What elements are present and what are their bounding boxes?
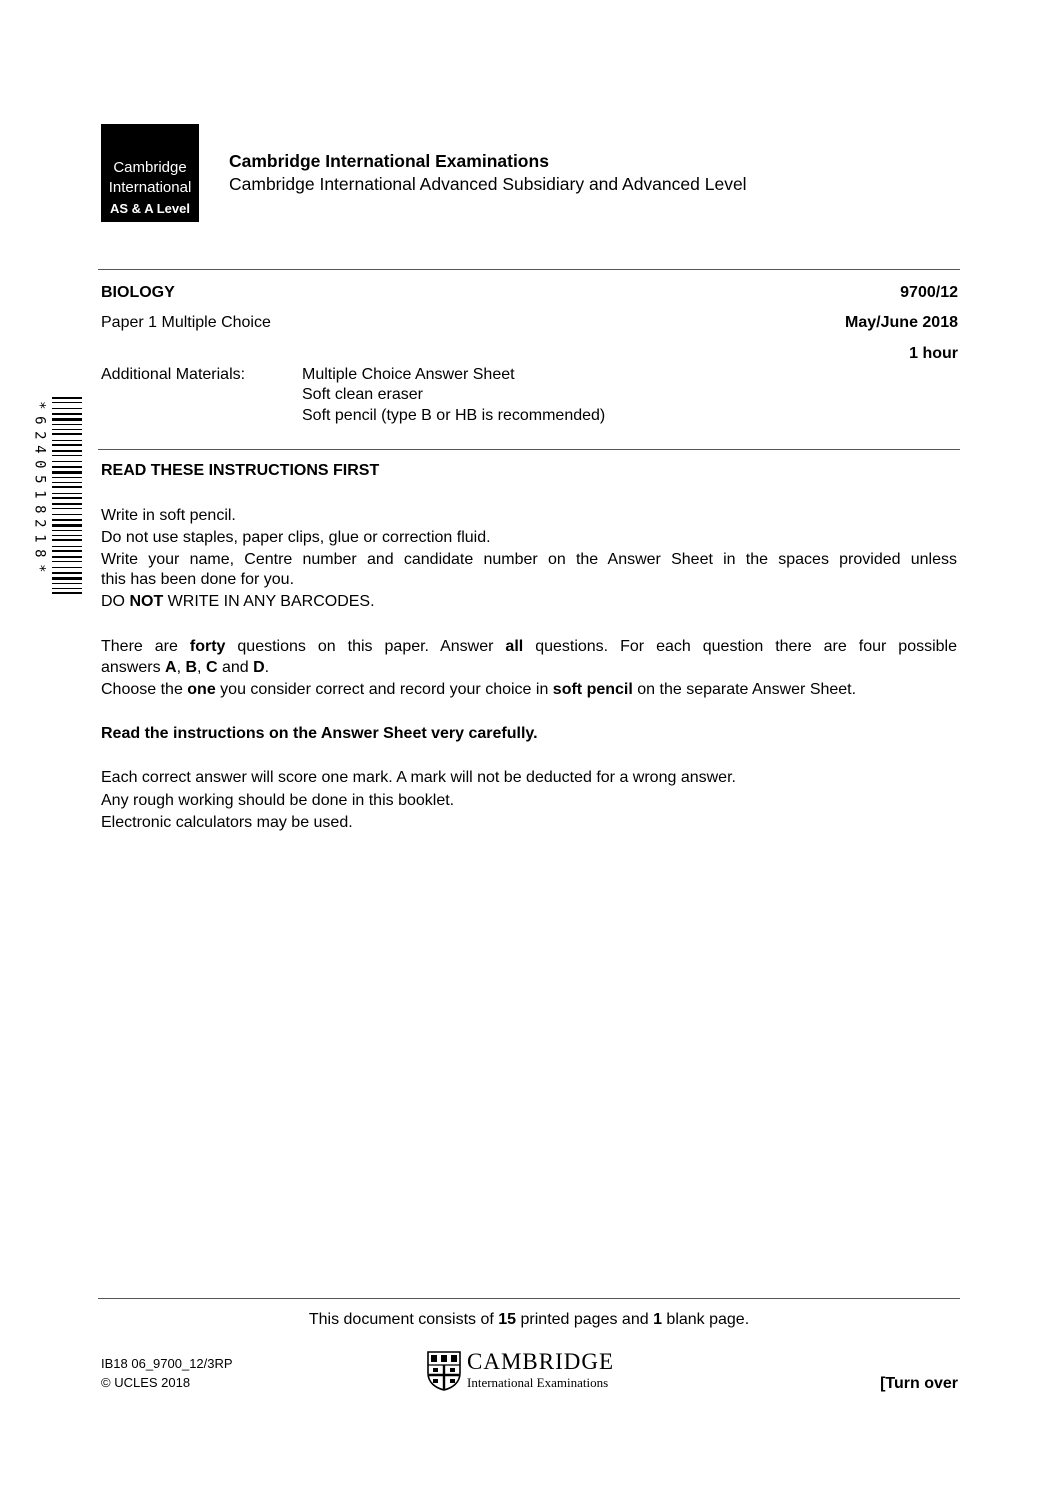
text-run: questions. For each question there are four possible [523, 638, 957, 655]
material-item: Multiple Choice Answer Sheet [302, 366, 515, 383]
copyright: © UCLES 2018 [101, 1375, 191, 1390]
text-run-bold: soft pencil [552, 681, 633, 698]
barcode-digit: * [31, 563, 48, 573]
text-run-bold: 15 [498, 1311, 517, 1328]
subject: BIOLOGY [101, 284, 175, 301]
text-run-bold: NOT [129, 593, 164, 610]
barcode-digit: 4 [31, 445, 48, 455]
text-run: WRITE IN ANY BARCODES. [163, 593, 375, 610]
barcode-digit: 8 [31, 504, 48, 514]
material-item: Soft clean eraser [302, 386, 423, 403]
text-run: you consider correct and record your choice in [215, 681, 553, 698]
text-run: printed pages and [516, 1311, 654, 1328]
turn-over: [Turn over [880, 1375, 958, 1392]
instruction-line: this has been done for you. [101, 571, 295, 588]
text-run: . [264, 659, 270, 676]
text-run: blank page. [661, 1311, 750, 1328]
text-run-bold: 1 [653, 1311, 662, 1328]
instruction-line: Each correct answer will score one mark. A mark will not be deducted for a wrong answer. [101, 769, 736, 786]
text-run: on the separate Answer Sheet. [632, 681, 857, 698]
page-count-note [0, 1310, 1058, 1330]
instruction-line: Do not use staples, paper clips, glue or correction fluid. [101, 529, 491, 546]
barcode-digit: 8 [31, 549, 48, 558]
text-run: , [197, 659, 206, 676]
duration: 1 hour [909, 345, 958, 362]
barcode-digit: 2 [31, 430, 48, 440]
text-run-bold: all [505, 638, 524, 655]
text-run: questions on this paper. Answer [225, 638, 506, 655]
text-run-bold: B [185, 659, 198, 676]
paper-title: Paper 1 Multiple Choice [101, 314, 271, 331]
cambridge-wordmark-sub: International Examinations [467, 1375, 609, 1390]
text-run: There are [101, 638, 190, 655]
materials-label: Additional Materials: [101, 366, 246, 383]
text-run-bold: forty [189, 638, 226, 655]
instruction-line [101, 637, 957, 657]
text-run: This document consists of [308, 1311, 499, 1328]
read-carefully-note: Read the instructions on the Answer Sheet very carefully. [101, 725, 538, 742]
cambridge-crest-icon [427, 1351, 461, 1391]
barcode-digit: 6 [31, 415, 48, 425]
barcode [52, 397, 82, 599]
barcode-digit: 0 [31, 460, 48, 469]
text-run-bold: A [165, 659, 177, 676]
divider [98, 449, 960, 450]
barcode-digit: 5 [31, 475, 48, 484]
instruction-line [101, 592, 375, 612]
logo-line: AS & A Level [110, 201, 190, 216]
session: May/June 2018 [845, 314, 958, 331]
text-run-bold: C [205, 659, 218, 676]
syllabus-code: 9700/12 [900, 284, 958, 301]
text-run: answers [101, 659, 166, 676]
text-run: Choose the [101, 681, 188, 698]
instruction-line: Any rough working should be done in this booklet. [101, 792, 455, 809]
logo-line: Cambridge [113, 159, 187, 176]
instruction-line [101, 658, 269, 678]
qualification-title: Cambridge International Advanced Subsidiary and Advanced Level [229, 174, 747, 194]
logo-line: International [108, 179, 192, 196]
instruction-line: Write in soft pencil. [101, 507, 236, 524]
text-run: , [176, 659, 186, 676]
text-run: DO [101, 593, 130, 610]
instruction-line: Write your name, Centre number and candidate number on the Answer Sheet in the spaces provided unless [101, 551, 957, 568]
divider [98, 1298, 960, 1299]
divider [98, 269, 960, 270]
instructions-heading: READ THESE INSTRUCTIONS FIRST [101, 462, 380, 479]
barcode-digit: 1 [31, 489, 48, 499]
barcode-digit: 1 [31, 534, 48, 543]
text-run-bold: D [253, 659, 265, 676]
barcode-digits [31, 398, 47, 576]
document-reference: IB18 06_9700_12/3RP [101, 1356, 233, 1371]
instruction-line [101, 680, 856, 700]
barcode-digit: 2 [31, 519, 48, 528]
material-item: Soft pencil (type B or HB is recommended) [302, 407, 606, 424]
cambridge-as-a-level-logo [101, 124, 199, 222]
text-run-bold: one [187, 681, 216, 698]
barcode-digit: * [31, 401, 48, 410]
org-title: Cambridge International Examinations [229, 151, 549, 171]
text-run: and [217, 659, 254, 676]
cambridge-wordmark: CAMBRIDGE [467, 1349, 615, 1374]
instruction-line: Electronic calculators may be used. [101, 814, 353, 831]
